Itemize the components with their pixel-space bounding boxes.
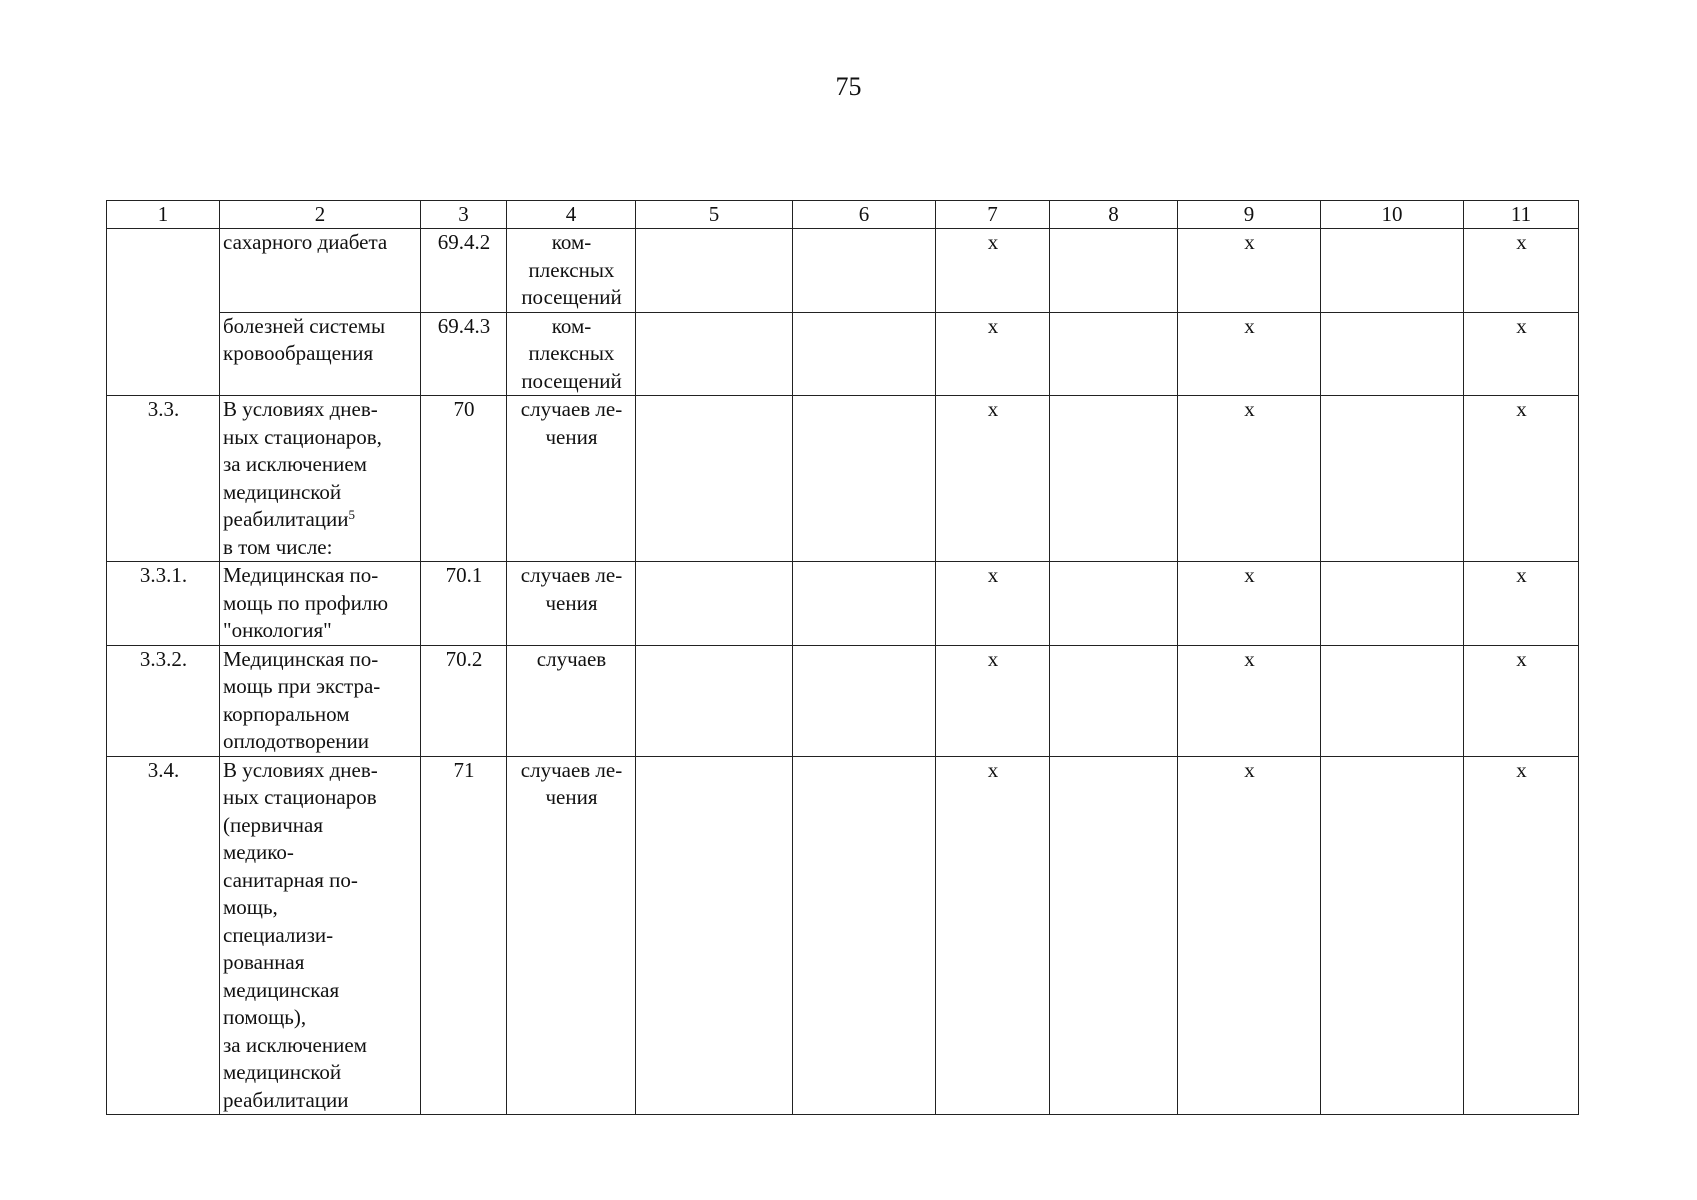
col5-cell — [636, 396, 793, 562]
name_lines-line: (первичная — [223, 812, 323, 837]
col11-cell: x — [1464, 312, 1579, 396]
col10-cell — [1321, 229, 1464, 313]
col8-cell — [1050, 229, 1178, 313]
indicator-name-cell — [220, 562, 421, 646]
unit-cell — [507, 562, 636, 646]
unit_lines-line: случаев ле- — [520, 563, 623, 587]
col6-cell — [793, 562, 936, 646]
col6-cell — [793, 396, 936, 562]
page-number: 75 — [835, 72, 862, 101]
col6-cell — [793, 645, 936, 756]
unit-cell — [507, 756, 636, 1115]
col10-cell — [1321, 756, 1464, 1115]
column-number-cell: 6 — [793, 201, 936, 229]
name_lines-line: медицинской — [223, 479, 342, 504]
col5-cell — [636, 756, 793, 1115]
col10-cell — [1321, 312, 1464, 396]
line-code-cell: 69.4.3 — [421, 312, 507, 396]
indicator-name-cell — [220, 312, 421, 396]
unit_lines-line: случаев ле- — [520, 397, 623, 421]
col9-cell: x — [1178, 229, 1321, 313]
name_lines-line: мощь при экстра- — [223, 674, 381, 698]
col11-cell: x — [1464, 756, 1579, 1115]
name_lines-line: реабилитации$^5$ — [223, 507, 356, 531]
column-number-cell: 7 — [936, 201, 1050, 229]
unit_lines-line: чения — [545, 590, 598, 615]
column-number-row — [107, 201, 1579, 229]
footnote-marker: 5 — [348, 507, 356, 522]
column-number-cell: 9 — [1178, 201, 1321, 229]
name_lines-line: медицинская — [223, 977, 340, 1002]
indicator-name-cell — [220, 396, 421, 562]
name_lines-line: реабилитации — [223, 1087, 349, 1112]
row-number-cell: 3.4. — [107, 756, 220, 1115]
col7-cell: x — [936, 756, 1050, 1115]
unit_lines-line: плексных — [528, 257, 615, 282]
indicator-name-cell — [220, 229, 421, 313]
col9-cell: x — [1178, 312, 1321, 396]
unit-cell — [507, 645, 636, 756]
row-number-cell — [107, 229, 220, 396]
col9-cell: x — [1178, 756, 1321, 1115]
data-table — [106, 200, 1579, 1115]
name_lines-line: мощь, — [223, 895, 278, 919]
column-number-cell: 10 — [1321, 201, 1464, 229]
name_lines-line: медико- — [223, 840, 294, 864]
unit_lines-line: случаев ле- — [520, 757, 623, 782]
name_lines-line: специализи- — [223, 922, 334, 947]
col10-cell — [1321, 645, 1464, 756]
table-row — [107, 312, 1579, 396]
col8-cell — [1050, 645, 1178, 756]
name_lines-line: корпоральном — [223, 701, 350, 726]
col9-cell: x — [1178, 645, 1321, 756]
line-code-cell: 70.1 — [421, 562, 507, 646]
unit_lines-line: ком- — [551, 230, 592, 254]
line-code-cell: 71 — [421, 756, 507, 1115]
unit_lines-line: посещений — [521, 368, 622, 393]
row-number-cell: 3.3.2. — [107, 645, 220, 756]
col9-cell: x — [1178, 562, 1321, 646]
unit_lines-line: чения — [545, 785, 598, 809]
unit-cell — [507, 312, 636, 396]
name_lines-line: сахарного диабета — [223, 230, 388, 254]
col11-cell: x — [1464, 645, 1579, 756]
table-body — [107, 201, 1579, 1115]
column-number-cell: 3 — [421, 201, 507, 229]
col5-cell — [636, 562, 793, 646]
col8-cell — [1050, 562, 1178, 646]
table-row — [107, 645, 1579, 756]
line-code-cell: 70.2 — [421, 645, 507, 756]
unit_lines-line: случаев — [536, 646, 607, 671]
line-code-cell: 70 — [421, 396, 507, 562]
row-number-cell: 3.3. — [107, 396, 220, 562]
col11-cell: x — [1464, 229, 1579, 313]
column-number-cell: 8 — [1050, 201, 1178, 229]
col8-cell — [1050, 756, 1178, 1115]
name_lines-line: кровообращения — [223, 341, 374, 365]
col7-cell: x — [936, 229, 1050, 313]
column-number-cell: 1 — [107, 201, 220, 229]
col10-cell — [1321, 562, 1464, 646]
col6-cell — [793, 756, 936, 1115]
name_lines-line: рованная — [223, 950, 305, 974]
col7-cell: x — [936, 562, 1050, 646]
name_lines-line: помощь), — [223, 1005, 307, 1029]
name_lines-line: "онкология" — [223, 618, 332, 642]
col5-cell — [636, 645, 793, 756]
column-number-cell: 5 — [636, 201, 793, 229]
unit_lines-line: ком- — [551, 313, 592, 338]
column-number-cell: 2 — [220, 201, 421, 229]
unit_lines-line: чения — [545, 424, 598, 449]
col8-cell — [1050, 312, 1178, 396]
name_lines-line: ных стационаров — [223, 785, 377, 809]
name_lines-line: санитарная по- — [223, 867, 358, 892]
col6-cell — [793, 229, 936, 313]
indicator-name-cell — [220, 645, 421, 756]
row-number-cell: 3.3.1. — [107, 562, 220, 646]
col11-cell: x — [1464, 562, 1579, 646]
unit-cell — [507, 396, 636, 562]
name_lines-line: болезней системы — [223, 313, 386, 338]
name_lines-line: Медицинская по- — [223, 563, 379, 587]
col7-cell: x — [936, 645, 1050, 756]
unit_lines-line: плексных — [528, 341, 615, 365]
name_lines-line: за исключением — [223, 452, 367, 476]
col9-cell: x — [1178, 396, 1321, 562]
line-code-cell: 69.4.2 — [421, 229, 507, 313]
table-row — [107, 396, 1579, 562]
column-number-cell: 11 — [1464, 201, 1579, 229]
name_lines-line: В условиях днев- — [223, 397, 378, 421]
table-row — [107, 756, 1579, 1115]
table-row — [107, 229, 1579, 313]
name_lines-line: за исключением — [223, 1032, 367, 1057]
col6-cell — [793, 312, 936, 396]
column-number-cell: 4 — [507, 201, 636, 229]
name_lines-line: оплодотворении — [223, 729, 370, 753]
col5-cell — [636, 312, 793, 396]
col8-cell — [1050, 396, 1178, 562]
col5-cell — [636, 229, 793, 313]
name_lines-line: ных стационаров, — [223, 424, 382, 449]
unit_lines-line: посещений — [521, 285, 622, 309]
unit-cell — [507, 229, 636, 313]
name_lines-line: в том числе: — [223, 534, 333, 559]
name_lines-line: В условиях днев- — [223, 757, 378, 782]
col11-cell: x — [1464, 396, 1579, 562]
col10-cell — [1321, 396, 1464, 562]
col7-cell: x — [936, 396, 1050, 562]
col7-cell: x — [936, 312, 1050, 396]
table-row — [107, 562, 1579, 646]
name_lines-line: медицинской — [223, 1060, 342, 1084]
indicator-name-cell — [220, 756, 421, 1115]
name_lines-line: Медицинская по- — [223, 646, 379, 671]
name_lines-line: мощь по профилю — [223, 590, 389, 615]
